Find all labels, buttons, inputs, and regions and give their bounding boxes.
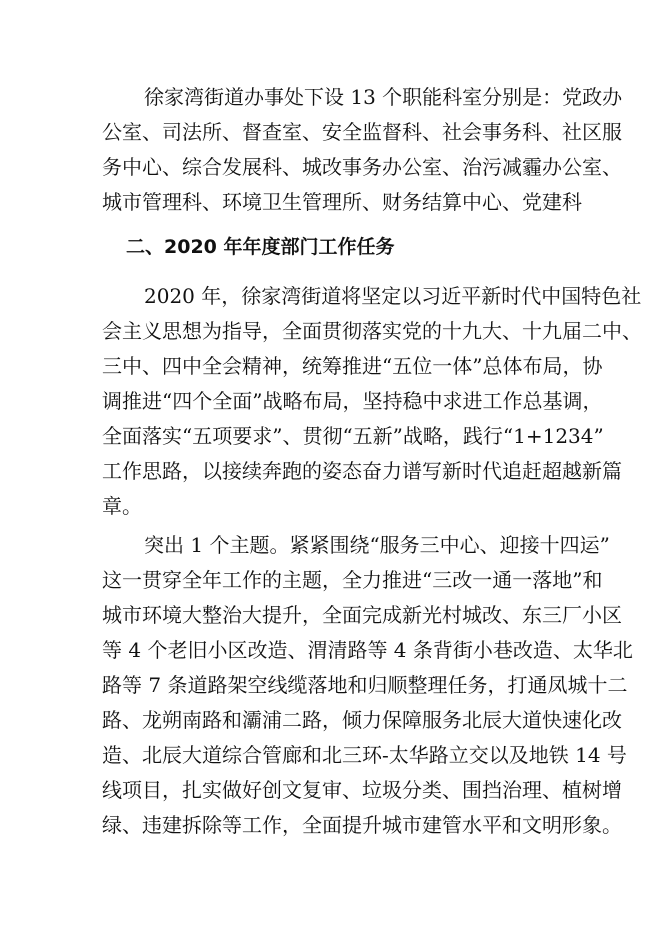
text-line: 等 4 个老旧小区改造、渭清路等 4 条背街小巷改造、太华北: [102, 638, 633, 662]
text-line: 徐家湾街道办事处下设 13 个职能科室分别是：党政办: [144, 85, 623, 109]
paragraph-overview: [102, 279, 642, 524]
text-line: 工作思路，以接续奔跑的姿态奋力谱写新时代追赶超越新篇: [102, 459, 622, 483]
text-line: 调推进“四个全面”战略布局，坚持稳中求进工作总基调，: [102, 389, 603, 413]
text-line: 章。: [102, 494, 142, 518]
text-line: 城市环境大整治大提升，全面完成新光村城改、东三厂小区: [102, 603, 622, 627]
text-line: 三中、四中全会精神，统筹推进“五位一体”总体布局，协: [102, 354, 603, 378]
text-line: 会主义思想为指导，全面贯彻落实党的十九大、十九届二中、: [102, 319, 642, 343]
text-line: 公室、司法所、督查室、安全监督科、社会事务科、社区服: [102, 120, 622, 144]
paragraph-theme: [102, 528, 633, 843]
section-heading: 二、2020 年年度部门工作任务: [126, 236, 395, 258]
text-line: 全面落实“五项要求”、贯彻“五新”战略，践行“1+1234”: [102, 424, 604, 448]
text-line: 造、北辰大道综合管廊和北三环-太华路立交以及地铁 14 号: [102, 743, 627, 767]
document-page: [102, 80, 642, 843]
text-line: 绿、违建拆除等工作，全面提升城市建管水平和文明形象。: [102, 813, 622, 837]
paragraph-departments: [102, 80, 623, 220]
text-line: 路等 7 条道路架空线缆落地和归顺整理任务，打通凤城十二: [102, 673, 628, 697]
text-line: 线项目，扎实做好创文复审、垃圾分类、围挡治理、植树增: [102, 778, 622, 802]
text-line: 这一贯穿全年工作的主题，全力推进“三改一通一落地”和: [102, 568, 603, 592]
text-line: 务中心、综合发展科、城改事务办公室、治污减霾办公室、: [102, 155, 622, 179]
text-line: 2020 年，徐家湾街道将坚定以习近平新时代中国特色社: [144, 284, 642, 308]
text-line: 路、龙朔南路和灞浦二路，倾力保障服务北辰大道快速化改: [102, 708, 622, 732]
text-line: 城市管理科、环境卫生管理所、财务结算中心、党建科: [102, 190, 582, 214]
text-line: 突出 1 个主题。紧紧围绕“服务三中心、迎接十四运”: [144, 533, 610, 557]
